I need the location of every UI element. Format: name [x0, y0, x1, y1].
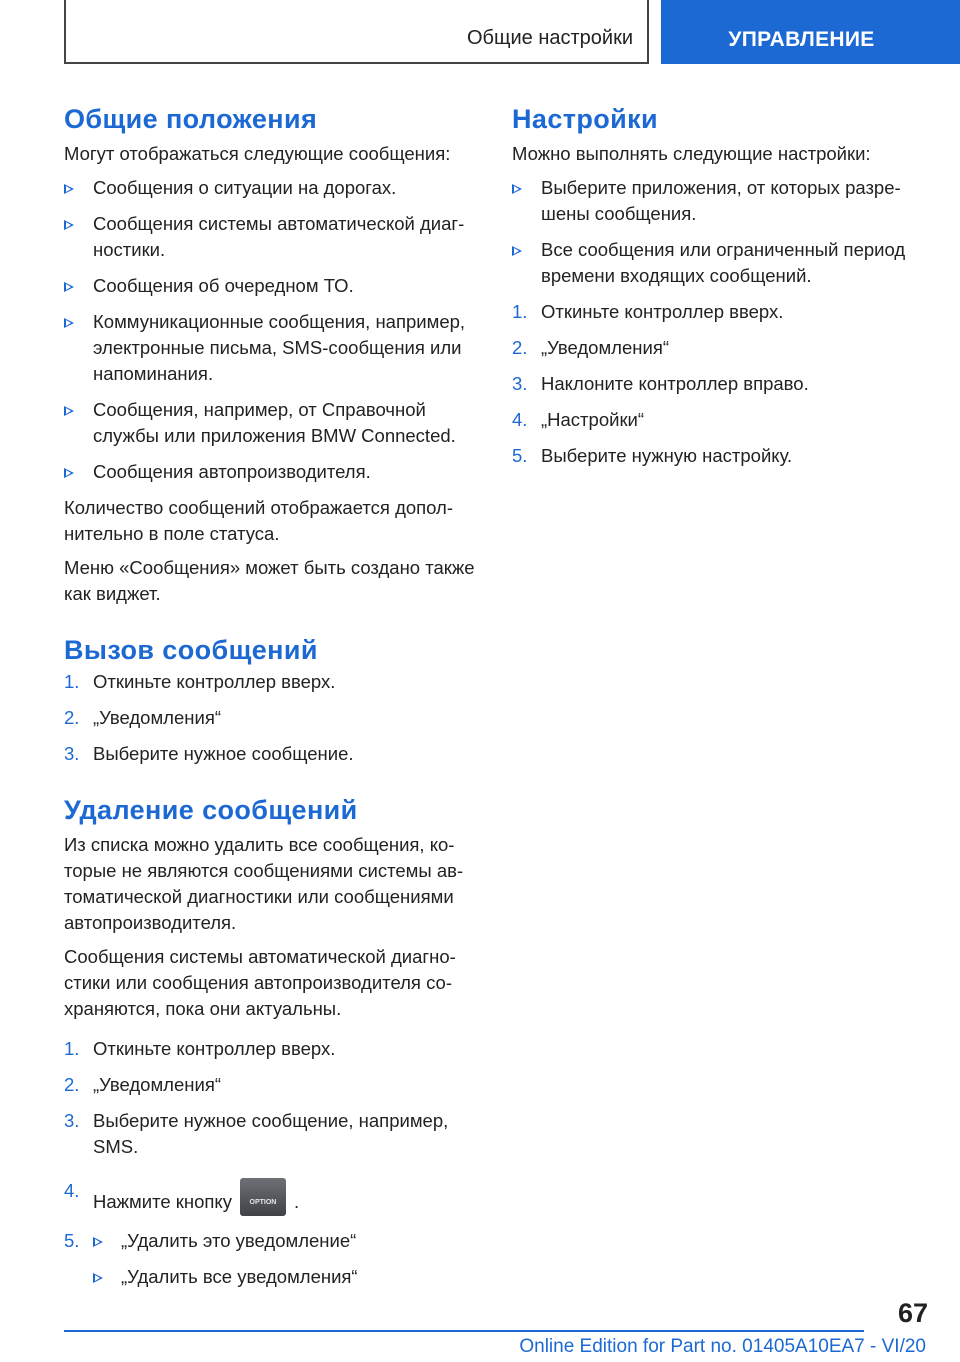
section-title-call-messages: Вызов сообщений: [64, 635, 318, 665]
intro-text: Могут отображаться следующие сообщения:: [64, 143, 451, 164]
step-item: 2. „Уведомления“: [512, 337, 669, 358]
triangle-bullet-icon: [64, 220, 74, 230]
list-item: Выберите приложения, от которых разре-шены сообщения.: [512, 175, 922, 227]
triangle-bullet-icon: [512, 246, 522, 256]
triangle-bullet-icon: [64, 468, 74, 478]
triangle-bullet-icon: [64, 406, 74, 416]
step-item: 3. Выберите нужное сообщение.: [64, 743, 354, 764]
step-item: 3. Наклоните контроллер вправо.: [512, 373, 809, 394]
option-button-icon: OPTION: [240, 1178, 286, 1216]
list-item: Сообщения об очередном ТО.: [64, 273, 478, 299]
footer-divider: [64, 1330, 864, 1332]
triangle-bullet-icon: [64, 282, 74, 292]
header-section-title: Общие настройки: [467, 27, 633, 49]
step-item: 4. Нажмите кнопку OPTION .: [64, 1178, 478, 1216]
message-types-list: [64, 175, 478, 485]
call-steps-list: [64, 669, 478, 767]
paragraph: Количество сообщений отображается допол-нительно в поле статуса.: [64, 497, 454, 544]
step-item: 2. „Уведомления“: [64, 707, 221, 728]
step-item: 1. Откиньте контроллер вверх.: [64, 671, 336, 692]
step-item: 1. Откиньте контроллер вверх.: [512, 301, 784, 322]
step-item: 4. „Настройки“: [512, 409, 645, 430]
settings-steps-list: [512, 299, 922, 469]
paragraph: Меню «Сообщения» может быть создано также как виджет.: [64, 557, 475, 604]
step-item: 2. „Уведомления“: [64, 1074, 221, 1095]
list-item: Сообщения автопроизводителя.: [64, 459, 478, 485]
page-number: 67: [897, 1298, 928, 1328]
triangle-bullet-icon: [93, 1237, 103, 1247]
section-title-settings: Настройки: [512, 104, 659, 134]
footer-edition: Online Edition for Part no. 01405A10EA7 - VI/20: [519, 1336, 926, 1357]
step-item: 5. Выберите нужную настройку.: [512, 445, 793, 466]
step-item: 1. Откиньте контроллер вверх.: [64, 1038, 336, 1059]
settings-options-list: [512, 175, 922, 289]
right-column: [512, 100, 922, 479]
header-chapter-tab: [661, 0, 960, 64]
list-item: Сообщения, например, от Справочной службы или приложения BMW Connected.: [64, 397, 478, 449]
delete-steps-list: [64, 1036, 478, 1290]
section-title-delete-messages: Удаление сообщений: [64, 795, 358, 825]
header-section-box: [64, 0, 649, 64]
step-item: 5. „Удалить это уведомление“: [64, 1230, 357, 1251]
list-item: Коммуникационные сообщения, например, электронные письма, SMS-сообщения или напоминания.: [64, 309, 478, 387]
paragraph: Сообщения системы автоматической диагно-стики или сообщения автопроизводителя со-храняются, пока они актуальны.: [64, 946, 456, 1019]
triangle-bullet-icon: [64, 318, 74, 328]
triangle-bullet-icon: [64, 184, 74, 194]
header-chapter-title: УПРАВЛЕНИЕ: [728, 28, 875, 51]
step-sub-item: „Удалить все уведомления“: [64, 1264, 478, 1290]
list-item: Все сообщения или ограниченный период времени входящих сообщений.: [512, 237, 922, 289]
step-item: 3. Выберите нужное сообщение, например, SMS.: [64, 1110, 449, 1157]
paragraph: Из списка можно удалить все сообщения, ко-торые не являются сообщениями системы ав-томатической диагностики или сообщениями автопроизводителя.: [64, 834, 464, 933]
intro-text: Можно выполнять следующие настройки:: [512, 143, 871, 164]
section-title-general: Общие положения: [64, 104, 318, 134]
triangle-bullet-icon: [512, 184, 522, 194]
list-item: Сообщения системы автоматической диаг-ностики.: [64, 211, 478, 263]
list-item: Сообщения о ситуации на дорогах.: [64, 175, 478, 201]
left-column: [64, 100, 478, 1300]
triangle-bullet-icon: [93, 1273, 103, 1283]
